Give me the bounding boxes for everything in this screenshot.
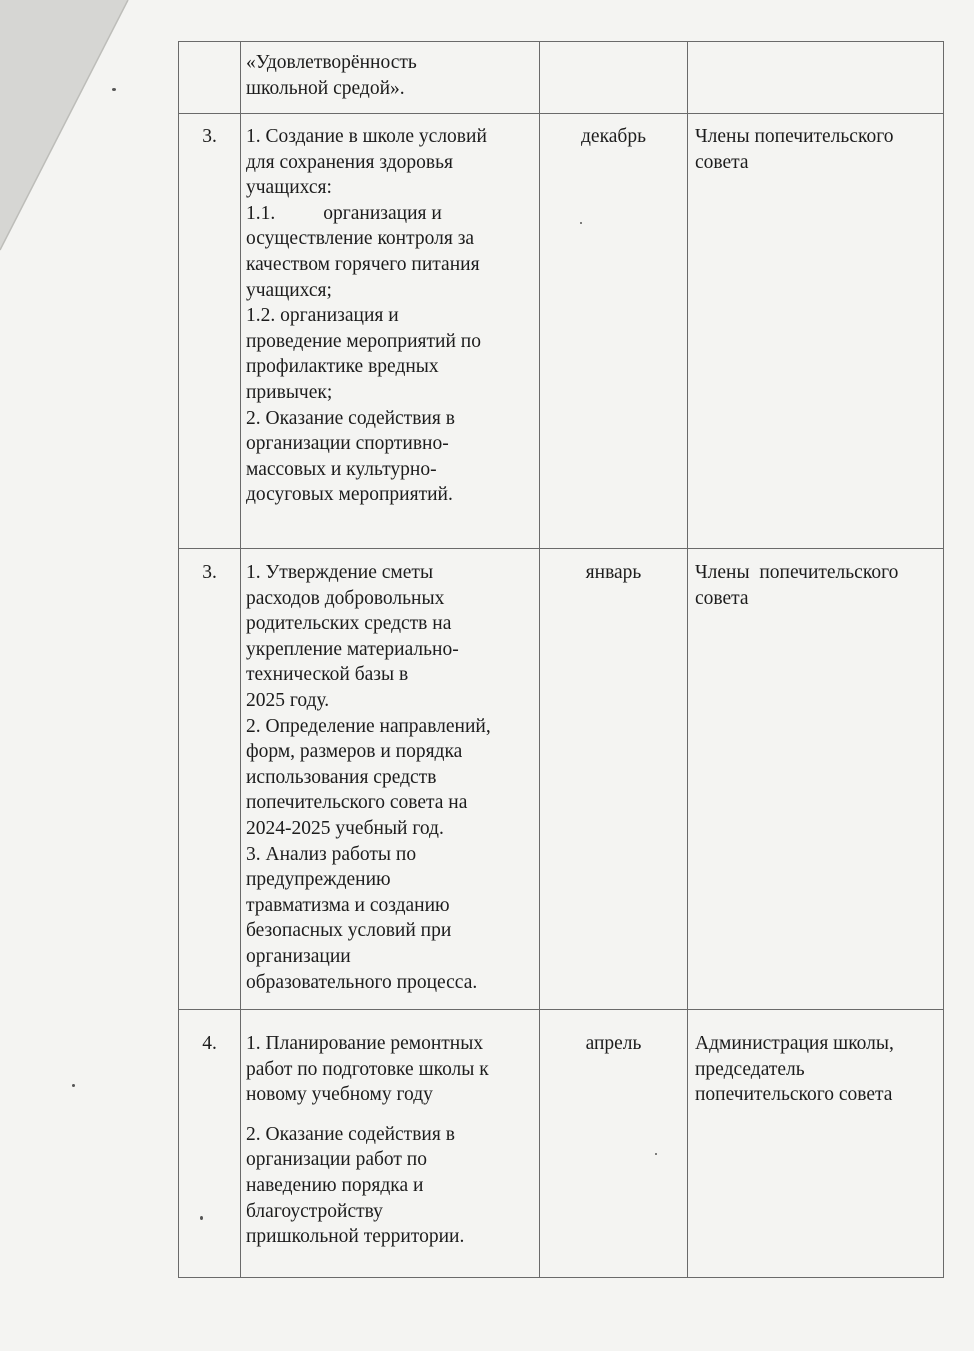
table-row (179, 114, 944, 549)
activity-line: пришкольной территории. (246, 1226, 465, 1248)
table-row (179, 1010, 944, 1278)
activity-line: предупреждению (246, 869, 391, 891)
responsible-line: попечительского совета (695, 1084, 893, 1106)
activity-line: попечительского совета на (246, 792, 468, 814)
responsible-cell (688, 1010, 944, 1278)
activity-cell (241, 549, 540, 1010)
activity-line: привычек; (246, 381, 333, 403)
date-cell: апрель (540, 1010, 688, 1278)
activity-line: травматизма и созданию (246, 894, 450, 916)
activity-line: наведению порядка и (246, 1174, 424, 1196)
responsible-line: совета (695, 151, 749, 173)
item-number: 1.1. (246, 202, 276, 224)
activity-line: 1. Планирование ремонтных (246, 1033, 484, 1054)
activity-line: осуществление контроля за (246, 228, 475, 250)
activity-line: 1. Создание в школе условий (246, 126, 487, 147)
scan-speck (655, 1153, 657, 1155)
scan-speck (112, 88, 116, 91)
row-number: 4. (179, 1010, 241, 1278)
activity-line: для сохранения здоровья (246, 151, 453, 173)
activity-line: технической базы в (246, 664, 409, 686)
activity-line: форм, размеров и порядка (246, 741, 463, 763)
scan-speck (200, 1216, 203, 1220)
activity-line: новому учебному году (246, 1084, 433, 1106)
date-cell: январь (540, 549, 688, 1010)
responsible-line: совета (695, 587, 749, 609)
row-number (179, 42, 241, 114)
activity-cell (241, 114, 540, 549)
activity-line: организации спортивно- (246, 433, 449, 455)
table-row (179, 42, 944, 114)
activity-line: 3. Анализ работы по (246, 843, 417, 865)
date-cell (540, 42, 688, 114)
scan-speck (580, 222, 582, 224)
activity-line: 2024-2025 учебный год. (246, 817, 444, 839)
activity-line: 1.2. организация и (246, 305, 399, 327)
activity-line: учащихся; (246, 279, 332, 301)
responsible-cell (688, 114, 944, 549)
activity-line: родительских средств на (246, 613, 452, 635)
responsible-cell (688, 549, 944, 1010)
activity-line: организации работ по (246, 1149, 427, 1171)
item-text: организация и (323, 202, 442, 224)
activity-cell (241, 42, 540, 114)
activity-line: образовательного процесса. (246, 971, 478, 993)
activity-line: 2025 году. (246, 689, 330, 711)
activity-line: использования средств (246, 766, 437, 788)
activity-line: школьной средой». (246, 77, 405, 99)
plan-table (178, 41, 944, 1278)
row-number: 3. (179, 114, 241, 549)
activity-line: 2. Оказание содействия в (246, 1123, 455, 1145)
activity-line: досуговых мероприятий. (246, 484, 453, 506)
date-cell: декабрь (540, 114, 688, 549)
activity-line: массовых и культурно- (246, 458, 437, 480)
table-row (179, 549, 944, 1010)
activity-cell (241, 1010, 540, 1278)
responsible-line: Члены попечительского (695, 126, 894, 147)
activity-line: 1. Утверждение сметы (246, 562, 434, 583)
responsible-line: председатель (695, 1058, 805, 1080)
activity-line: качеством горячего питания (246, 253, 480, 275)
responsible-line: Администрация школы, (695, 1033, 894, 1054)
activity-line: укрепление материально- (246, 638, 459, 660)
scan-speck (72, 1084, 75, 1087)
activity-line: благоустройству (246, 1200, 383, 1222)
responsible-line: Члены попечительского (695, 562, 899, 583)
activity-line (246, 201, 533, 227)
activity-line: «Удовлетворённость (246, 52, 417, 73)
activity-line: профилактике вредных (246, 356, 439, 378)
activity-line: 2. Определение направлений, (246, 715, 491, 737)
activity-line: 2. Оказание содействия в (246, 407, 455, 429)
activity-line: безопасных условий при (246, 920, 452, 942)
activity-line: расходов добровольных (246, 587, 445, 609)
activity-line: работ по подготовке школы к (246, 1058, 489, 1080)
activity-line: учащихся: (246, 177, 332, 199)
activity-line: проведение мероприятий по (246, 330, 481, 352)
activity-line: организации (246, 945, 351, 967)
row-number: 3. (179, 549, 241, 1010)
responsible-cell (688, 42, 944, 114)
